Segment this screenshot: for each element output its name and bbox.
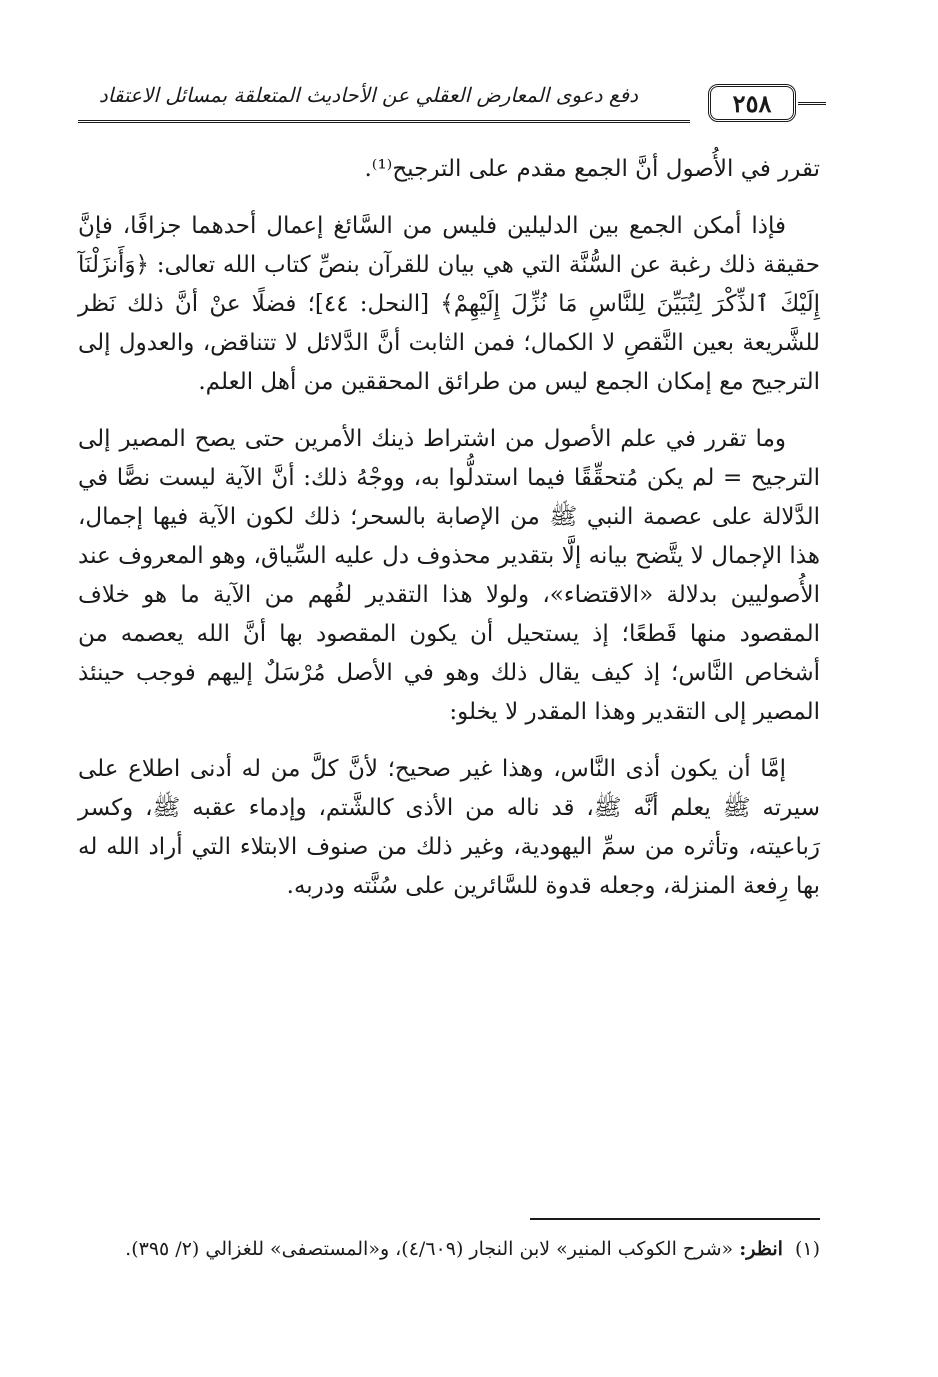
paragraph-2: فإذا أمكن الجمع بين الدليلين فليس من السَّائغ إعمال أحدهما جزافًا، فإنَّ حقيقة ذلك رغبة عن السُّنَّة التي هي بيان للقرآن بنصِّ كتاب الله تعالى: ﴿وَأَنزَلْنَآ إِلَيْكَ ٱلذِّكْرَ لِتُبَيِّنَ لِلنَّاسِ مَا نُزِّلَ إِلَيْهِمْ﴾ [النحل: ٤٤]؛ فضلًا عنْ أنَّ ذلك نَظر للشَّريعة بعين النَّقصِ لا الكمال؛ فمن الثابت أنَّ الدَّلائل لا تتناقض، والعدول إلى الترجيح مع إمكان الجمع ليس من طرائق المحققين من أهل العلم.	[78, 213, 821, 395]
paragraph-3: وما تقرر في علم الأصول من اشتراط ذينك الأمرين حتى يصح المصير إلى الترجيح = لم يكن مُتحقِّقًا فيما استدلُّوا به، ووجْهُ ذلك: أنَّ الآية ليست نصًّا في الدَّلالة على عصمة النبي ﷺ من الإصابة بالسحر؛ ذلك لكون الآية فيها إجمال، هذا الإجمال لا يتَّضح بيانه إلَّا بتقدير محذوف دل عليه السِّياق، وهو المعروف عند الأُصوليين بدلالة «الاقتضاء»، ولولا هذا التقدير لفُهم من الآية ما هو خلاف المقصود منها قَطعًا؛ إذ يستحيل أن يكون المقصود بها أنَّ الله يعصمه من أشخاص النَّاس؛ إذ كيف يقال ذلك وهو في الأصل مُرْسَلٌ إليهم فوجب حينئذ المصير إلى التقدير وهذا المقدر لا يخلو:	[78, 426, 820, 725]
running-header	[78, 78, 826, 130]
paragraph-4: إمَّا أن يكون أذى النَّاس، وهذا غير صحيح؛ لأنَّ كلَّ من له أدنى اطلاع على سيرته ﷺ يعلم أنَّه ﷺ، قد ناله من الأذى كالشَّتم، وإدماء عقبه ﷺ، وكسر رَباعيته، وتأثره من سمِّ اليهودية، وغير ذلك من صنوف الابتلاء التي أراد الله له بها رِفعة المنزلة، وجعله قدوة للسَّائرين على سُنَّته ودربه.	[78, 756, 820, 899]
page-number-frame	[708, 84, 796, 122]
header-rule-short	[798, 102, 826, 105]
footnote	[78, 1232, 820, 1266]
footnote-marker: (١)	[794, 1238, 820, 1260]
header-rule	[78, 120, 690, 123]
running-title: دفع دعوى المعارض العقلي عن الأحاديث المتعلقة بمسائل الاعتقاد	[98, 83, 638, 107]
main-text	[78, 150, 820, 924]
footnote-text: «شرح الكوكب المنير» لابن النجار (٤/٦٠٩)، و«المستصفى» للغزالي (٢/ ٣٩٥).	[125, 1238, 734, 1260]
paragraph-1: تقرر في الأُصول أنَّ الجمع مقدم على الترجيح⁽¹⁾.	[364, 156, 820, 182]
footnote-separator	[530, 1218, 820, 1220]
page-number: ٢٥٨	[732, 88, 772, 118]
footnote-lead: انظر:	[739, 1238, 783, 1260]
